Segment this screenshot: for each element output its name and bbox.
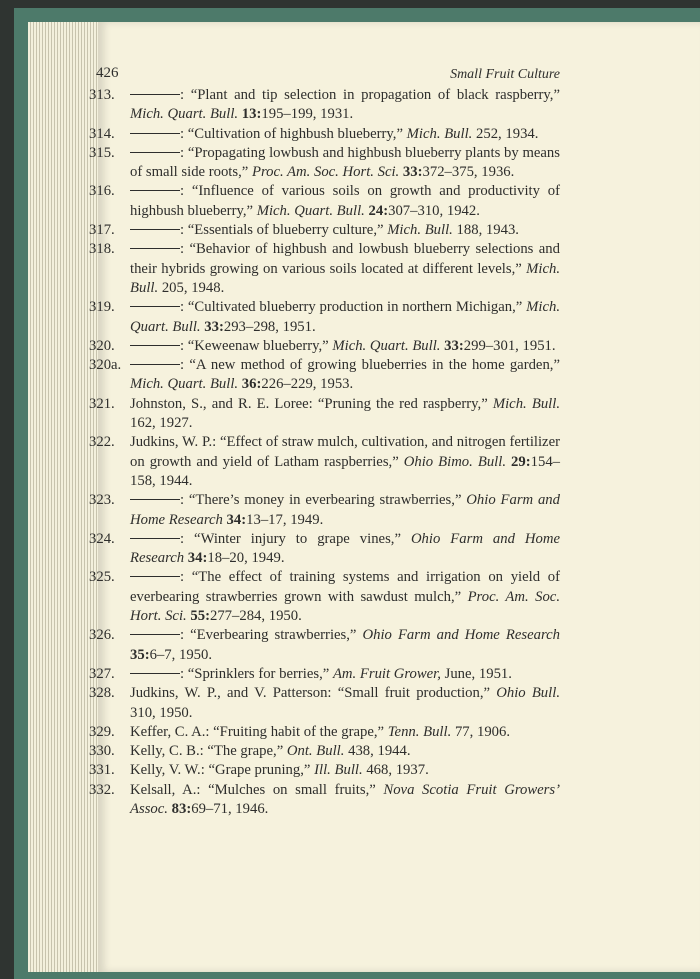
reference-entry [89, 742, 560, 761]
reference-entry [89, 86, 560, 125]
reference-text: : “Keweenaw blueberry,” Mich. Quart. Bull. 33:299–301, 1951. [130, 337, 560, 356]
running-head: Small Fruit Culture [450, 67, 560, 82]
reference-text: Keffer, C. A.: “Fruiting habit of the grape,” Tenn. Bull. 77, 1906. [130, 723, 511, 740]
reference-text: Judkins, W. P.: “Effect of straw mulch, cultivation, and nitrogen fertilizer on growth and yield of Latham raspberries,” Ohio Bimo. Bull. 29:154–158, 1944. [130, 434, 560, 489]
reference-text: Johnston, S., and R. E. Loree: “Pruning the red raspberry,” Mich. Bull. 162, 1927. [130, 395, 560, 432]
reference-number: 332. [89, 781, 115, 798]
reference-text: : “Behavior of highbush and lowbush blueberry selections and their hybrids growing on various soils located at different levels,” Mich. Bull. 205, 1948. [130, 241, 560, 296]
reference-entry [89, 337, 560, 356]
reference-entry [89, 125, 560, 144]
page-header [96, 65, 560, 87]
reference-text: : “The effect of training systems and irrigation on yield of everbearing strawberries grown with sawdust mulch,” Proc. Am. Soc. Hort. Sci. 55:277–284, 1950. [130, 569, 560, 625]
reference-number: 320a. [89, 357, 122, 374]
reference-entry [89, 568, 560, 626]
reference-number: 324. [89, 530, 115, 547]
reference-number: 314. [89, 125, 115, 142]
reference-text: Kelly, V. W.: “Grape pruning,” Ill. Bull. 468, 1937. [130, 762, 429, 779]
reference-entry [89, 781, 560, 820]
reference-text: : “There’s money in everbearing strawberries,” Ohio Farm and Home Research 34:13–17, 1949. [130, 492, 560, 528]
reference-number: 323. [89, 492, 115, 509]
reference-entry [89, 761, 560, 780]
reference-number: 319. [89, 299, 115, 316]
reference-number: 327. [89, 665, 115, 682]
reference-number: 317. [89, 222, 115, 239]
reference-entry [89, 433, 560, 491]
reference-entry [89, 240, 560, 298]
reference-text: : “Essentials of blueberry culture,” Mich. Bull. 188, 1943. [130, 221, 560, 240]
reference-text: : “Propagating lowbush and highbush blueberry plants by means of small side roots,” Proc. Am. Soc. Hort. Sci. 33:372–375, 1936. [130, 144, 560, 181]
reference-number: 326. [89, 627, 115, 644]
reference-entry [89, 395, 560, 434]
reference-text: : “A new method of growing blueberries in the home garden,” Mich. Quart. Bull. 36:226–229, 1953. [130, 357, 560, 393]
reference-number: 316. [89, 183, 115, 200]
reference-text: Judkins, W. P., and V. Patterson: “Small fruit production,” Ohio Bull. 310, 1950. [130, 685, 560, 721]
reference-number: 313. [89, 87, 115, 103]
reference-number: 331. [89, 762, 115, 779]
reference-text: : “Sprinklers for berries,” Am. Fruit Grower, June, 1951. [130, 665, 560, 684]
reference-entry [89, 144, 560, 183]
page-number: 426 [96, 65, 119, 81]
reference-entry [89, 723, 560, 742]
reference-entry [89, 356, 560, 395]
reference-entry [89, 491, 560, 530]
reference-number: 325. [89, 569, 115, 586]
reference-number: 328. [89, 685, 115, 702]
reference-number: 329. [89, 723, 115, 740]
reference-number: 321. [89, 395, 115, 412]
reference-entry [89, 626, 560, 665]
reference-number: 318. [89, 241, 115, 258]
reference-text: : “Cultivation of highbush blueberry,” Mich. Bull. 252, 1934. [130, 125, 560, 144]
reference-list [89, 86, 560, 819]
reference-number: 322. [89, 434, 115, 451]
reference-number: 315. [89, 144, 115, 161]
reference-number: 320. [89, 337, 115, 354]
reference-entry [89, 530, 560, 569]
reference-number: 330. [89, 743, 115, 760]
reference-entry [89, 665, 560, 684]
reference-text: : “Plant and tip selection in propagation of black raspberry,” Mich. Quart. Bull. 13:195–199, 1931. [130, 87, 560, 123]
reference-text: : “Winter injury to grape vines,” Ohio Farm and Home Research 34:18–20, 1949. [130, 530, 560, 567]
reference-text: Kelly, C. B.: “The grape,” Ont. Bull. 438, 1944. [130, 743, 411, 760]
reference-text: Kelsall, A.: “Mulches on small fruits,” Nova Scotia Fruit Growers’ Assoc. 83:69–71, 1946. [130, 781, 560, 817]
reference-entry [89, 182, 560, 221]
reference-text: : “Influence of various soils on growth and productivity of highbush blueberry,” Mich. Quart. Bull. 24:307–310, 1942. [130, 183, 560, 219]
reference-entry [89, 298, 560, 337]
reference-entry [89, 221, 560, 240]
reference-entry [89, 684, 560, 723]
reference-text: : “Cultivated blueberry production in northern Michigan,” Mich. Quart. Bull. 33:293–298, 1951. [130, 299, 560, 335]
reference-text: : “Everbearing strawberries,” Ohio Farm and Home Research 35:6–7, 1950. [130, 627, 560, 663]
